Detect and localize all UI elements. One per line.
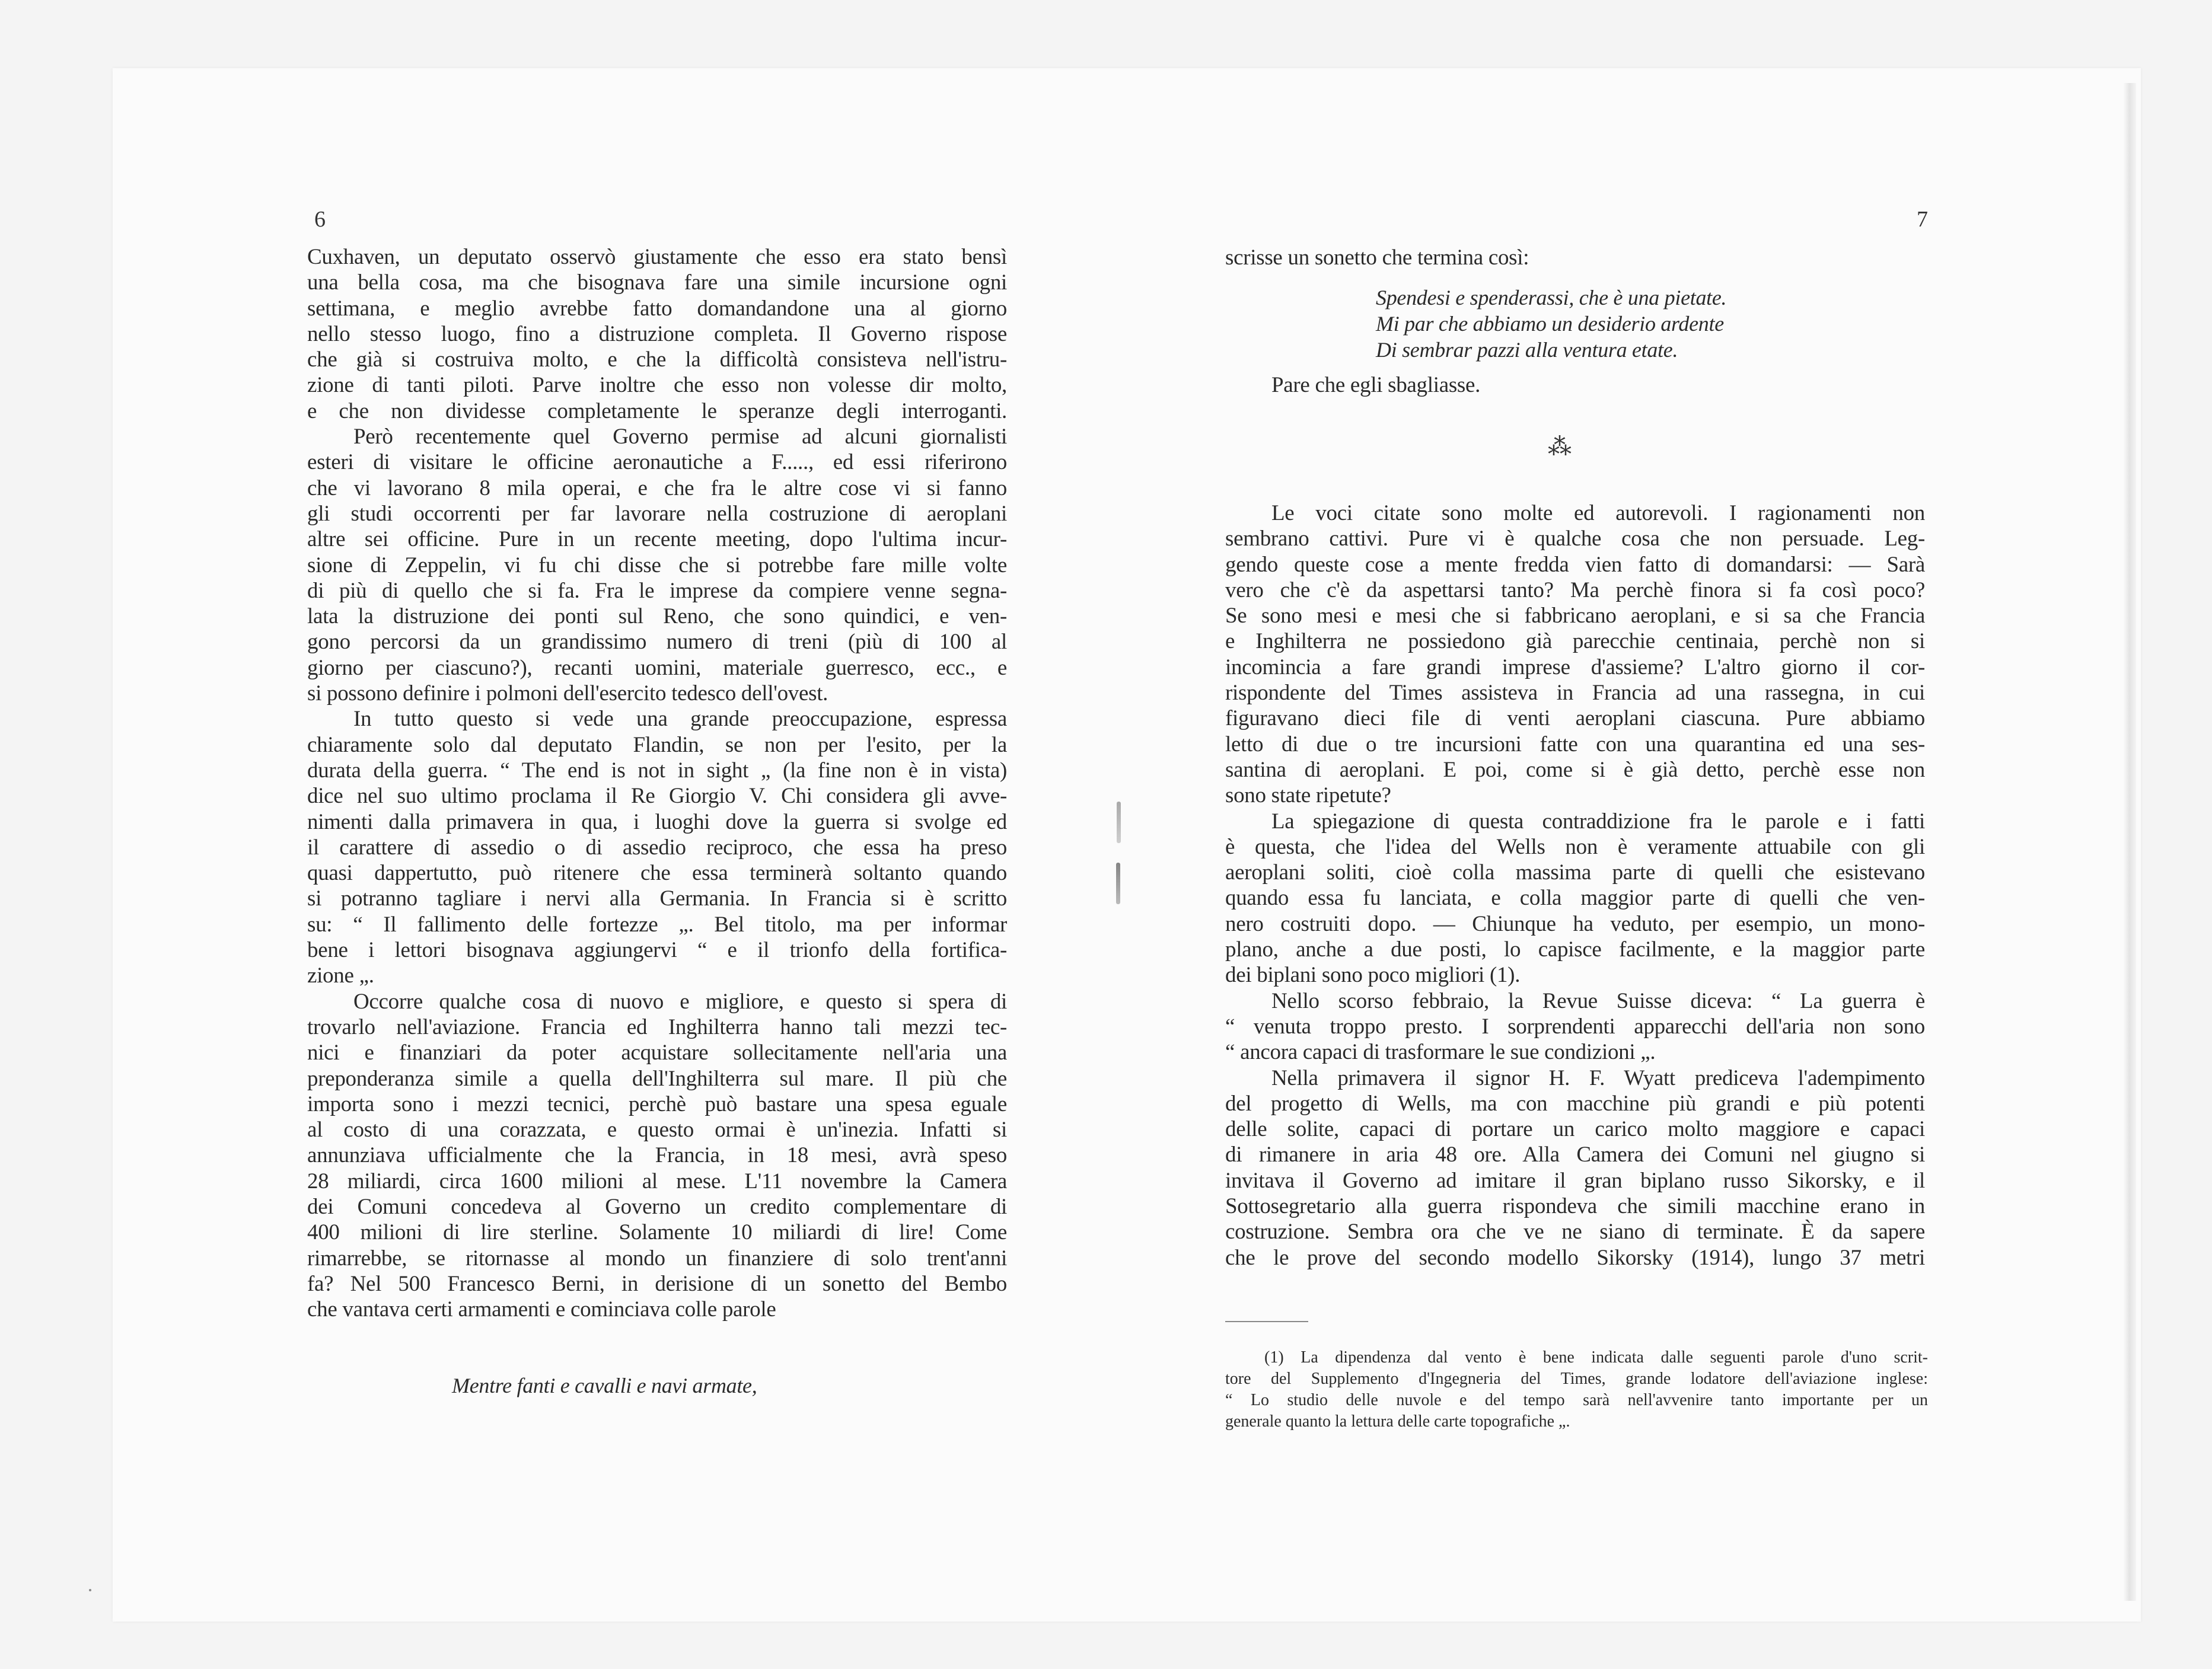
paragraph xyxy=(307,244,1007,424)
page-number-left: 6 xyxy=(314,207,326,232)
text-line: il carattere di assedio o di assedio reciproco, che essa ha preso xyxy=(307,835,1007,860)
text-line: dice nel suo ultimo proclama il Re Giorgio V. Chi considera gli avve- xyxy=(307,784,1007,809)
right-verse-block xyxy=(1376,285,1726,363)
text-line: vero che c'è da aspettarsi tanto? Ma perchè finora si fa così poco? xyxy=(1225,577,1925,602)
paragraph xyxy=(307,424,1007,706)
text-line: bene i lettori bisognava aggiungervi “ e il trionfo della fortifica- xyxy=(307,938,1007,963)
text-line: che già si costruiva molto, e che la difficoltà consisteva nell'istru- xyxy=(307,347,1007,372)
text-line: incomincia a fare grandi imprese d'assieme? L'altro giorno il cor- xyxy=(1225,655,1925,679)
text-line: La spiegazione di questa contraddizione fra le parole e i fatti xyxy=(1271,809,1925,834)
text-line: nello stesso luogo, fino a distruzione completa. Il Governo rispose xyxy=(307,321,1007,346)
text-line: dei biplani sono poco migliori (1). xyxy=(1225,963,1521,988)
paragraph xyxy=(1225,809,1925,988)
footnote-line: generale quanto la lettura delle carte topografiche „. xyxy=(1225,1412,1570,1431)
text-line: invitava il Governo ad imitare il gran biplano russo Sikorsky, e il xyxy=(1225,1168,1925,1193)
text-line: Le voci citate sono molte ed autorevoli. I ragionamenti non xyxy=(1271,501,1925,525)
text-line: settimana, e meglio avrebbe fatto domandandone una al giorno xyxy=(307,296,1007,321)
left-verse-line: Mentre fanti e cavalli e navi armate, xyxy=(452,1374,757,1397)
text-line: Nella primavera il signor H. F. Wyatt prediceva l'adempimento xyxy=(1271,1065,1925,1090)
text-line: lata la distruzione dei ponti sul Reno, che sono quindici, e ven- xyxy=(307,604,1007,629)
text-line: esteri di visitare le officine aeronautiche a F....., ed essi riferirono xyxy=(307,450,1007,475)
verse-line: Spendesi e spenderassi, che è una pietate. xyxy=(1376,286,1727,309)
text-line: Nello scorso febbraio, la Revue Suisse diceva: “ La guerra è xyxy=(1271,988,1925,1013)
footnote xyxy=(1225,1347,1928,1432)
gutter-staple-mark-top xyxy=(1117,802,1121,843)
text-line: sono state ripetute? xyxy=(1225,783,1391,808)
text-line: figuravano dieci file di venti aeroplani ciascuna. Pure abbiamo xyxy=(1225,706,1925,731)
text-line: di rimanere in aria 48 ore. Alla Camera dei Comuni nel giugno si xyxy=(1225,1143,1925,1167)
text-line: Occorre qualche cosa di nuovo e migliore, e questo si spera di xyxy=(353,989,1007,1014)
text-line: gendo queste cose a mente fredda vien fatto di domandarsi: — Sarà xyxy=(1225,552,1925,577)
text-line: Cuxhaven, un deputato osservò giustamente che esso era stato bensì xyxy=(307,245,1007,269)
page-number-right: 7 xyxy=(1917,207,1928,232)
section-break-asterism: ⁂ xyxy=(1548,433,1576,460)
text-line: al costo di una corazzata, e questo ormai è un'inezia. Infatti si xyxy=(307,1118,1007,1143)
text-line: zione „. xyxy=(307,963,374,988)
text-line: santina di aeroplani. E poi, come si è già detto, perchè esse non xyxy=(1225,757,1925,782)
text-line: che vi lavorano 8 mila operai, e che fra le altre cose vi si fanno xyxy=(307,476,1007,500)
paragraph xyxy=(1225,500,1925,809)
text-line: aeroplani soliti, cioè colla massima parte di quelli che esistevano xyxy=(1225,860,1925,885)
text-line: In tutto questo si vede una grande preoccupazione, espressa xyxy=(353,707,1007,732)
text-line: nici e finanziari da poter acquistare sollecitamente nell'aria una xyxy=(307,1041,1007,1065)
text-line: gli studi occorrenti per far lavorare nella costruzione di aeroplani xyxy=(307,501,1007,526)
text-line: delle solite, capaci di portare un carico molto maggiore e capaci xyxy=(1225,1117,1925,1142)
text-line: chiaramente solo dal deputato Flandin, se non per l'esito, per la xyxy=(307,732,1007,757)
paragraph xyxy=(307,706,1007,988)
text-line: nimenti dalla primavera in qua, i luoghi dove la guerra si svolge ed xyxy=(307,809,1007,834)
text-line: annunziava ufficialmente che la Francia, in 18 mesi, avrà speso xyxy=(307,1143,1007,1168)
paragraph xyxy=(307,989,1007,1323)
text-line: “ ancora capaci di trasformare le sue condizioni „. xyxy=(1225,1040,1656,1065)
text-line: 400 milioni di lire sterline. Solamente 10 miliardi di lire! Come xyxy=(307,1220,1007,1245)
right-page-body xyxy=(1225,500,1925,1271)
text-line: letto di due o tre incursioni fatte con una quarantina ed una ses- xyxy=(1225,732,1925,757)
text-line: quando essa fu lanciata, e colla maggior parte di quelli che ven- xyxy=(1225,886,1925,911)
text-line: rispondente del Times assisteva in Francia ad una rassegna, in cui xyxy=(1225,681,1925,706)
text-line: e che non dividesse completamente le speranze degli interroganti. xyxy=(307,398,1007,423)
footnote-divider xyxy=(1225,1321,1308,1322)
text-line: trovarlo nell'aviazione. Francia ed Inghilterra hanno tali mezzi tec- xyxy=(307,1014,1007,1039)
text-line: giorno per ciascuno?), recanti uomini, materiale guerresco, ecc., e xyxy=(307,655,1007,680)
footnote-line: tore del Supplemento d'Ingegneria del Times, grande lodatore dell'aviazione inglese: xyxy=(1225,1370,1928,1388)
footnote-line: “ Lo studio delle nuvole e del tempo sarà nell'avvenire tanto importante per un xyxy=(1225,1391,1928,1409)
text-line: zione di tanti piloti. Parve inoltre che esso non volesse dir molto, xyxy=(307,373,1007,398)
text-line: che vantava certi armamenti e cominciava colle parole xyxy=(307,1297,776,1322)
verse-line: Di sembrar pazzi alla ventura etate. xyxy=(1376,338,1678,362)
text-line: che le prove del secondo modello Sikorsky (1914), lungo 37 metri xyxy=(1225,1245,1925,1270)
text-line: una bella cosa, ma che bisognava fare una simile incursione ogni xyxy=(307,270,1007,295)
text-line: nero costruiti dopo. — Chiunque ha veduto, per esempio, un mono- xyxy=(1225,911,1925,936)
text-line: sione di Zeppelin, vi fu chi disse che si potrebbe fare mille volte xyxy=(307,553,1007,577)
text-line: rimarrebbe, se ritornasse al mondo un finanziere di solo trent'anni xyxy=(307,1246,1007,1271)
text-line: fa? Nel 500 Francesco Berni, in derisione di un sonetto del Bembo xyxy=(307,1271,1007,1296)
text-line: è questa, che l'idea del Wells non è veramente attuabile con gli xyxy=(1225,834,1925,859)
text-line: “ venuta troppo presto. I sorprendenti apparecchi dell'aria non sono xyxy=(1225,1014,1925,1039)
text-line: su: “ Il fallimento delle fortezze „. Bel titolo, ma per informar xyxy=(307,912,1007,937)
text-line: Sottosegretario alla guerra rispondeva che simili macchine erano in xyxy=(1225,1194,1925,1219)
page-edge-shadow xyxy=(2123,83,2136,1601)
paragraph xyxy=(1225,988,1925,1065)
text-line: Se sono mesi e mesi che si fabbricano aeroplani, e si sa che Francia xyxy=(1225,604,1925,628)
text-line: 28 miliardi, circa 1600 milioni al mese. L'11 novembre la Camera xyxy=(307,1169,1007,1193)
text-line: dei Comuni concedeva al Governo un credito complementare di xyxy=(307,1194,1007,1219)
text-line: di più di quello che si fa. Fra le imprese da compiere venne segna- xyxy=(307,578,1007,603)
text-line: gono percorsi da un grandissimo numero di treni (più di 100 al xyxy=(307,630,1007,655)
text-line: importa sono i mezzi tecnici, perchè può bastare una spesa eguale xyxy=(307,1092,1007,1116)
text-line: altre sei officine. Pure in un recente meeting, dopo l'ultima incur- xyxy=(307,527,1007,552)
text-line: plano, anche a due posti, lo capisce facilmente, e la maggior parte xyxy=(1225,937,1925,962)
scan-speck xyxy=(89,1589,91,1591)
footnote-line: (1) La dipendenza dal vento è bene indicata dalle seguenti parole d'uno scrit- xyxy=(1264,1348,1928,1367)
text-line: preponderanza simile a quella dell'Inghilterra sul mare. Il più che xyxy=(307,1066,1007,1091)
text-line: si possono definire i polmoni dell'esercito tedesco dell'ovest. xyxy=(307,681,828,706)
after-verse-line: Pare che egli sbagliasse. xyxy=(1271,373,1481,397)
text-line: e Inghilterra ne possiedono già parecchie centinaia, perchè non si xyxy=(1225,629,1925,654)
paragraph xyxy=(1225,1065,1925,1271)
text-line: costruzione. Sembra ora che ve ne siano di terminate. È da sapere xyxy=(1225,1220,1925,1244)
verse-line: Mi par che abbiamo un desiderio ardente xyxy=(1376,312,1724,336)
right-intro-line: scrisse un sonetto che termina così: xyxy=(1225,245,1529,270)
text-line: del progetto di Wells, ma con macchine più grandi e più potenti xyxy=(1225,1091,1925,1116)
text-line: si potranno tagliare i nervi alla Germania. In Francia si è scritto xyxy=(307,886,1007,911)
text-line: quasi dappertutto, può ritenere che essa terminerà soltanto quando xyxy=(307,861,1007,886)
left-page-body xyxy=(307,244,1007,1322)
gutter-staple-mark-bottom xyxy=(1116,863,1120,904)
text-line: Però recentemente quel Governo permise ad alcuni giornalisti xyxy=(353,425,1007,449)
text-line: sembrano cattivi. Pure vi è qualche cosa che non persuade. Leg- xyxy=(1225,526,1925,551)
text-line: durata della guerra. “ The end is not in sight „ (la fine non è in vista) xyxy=(307,758,1007,783)
